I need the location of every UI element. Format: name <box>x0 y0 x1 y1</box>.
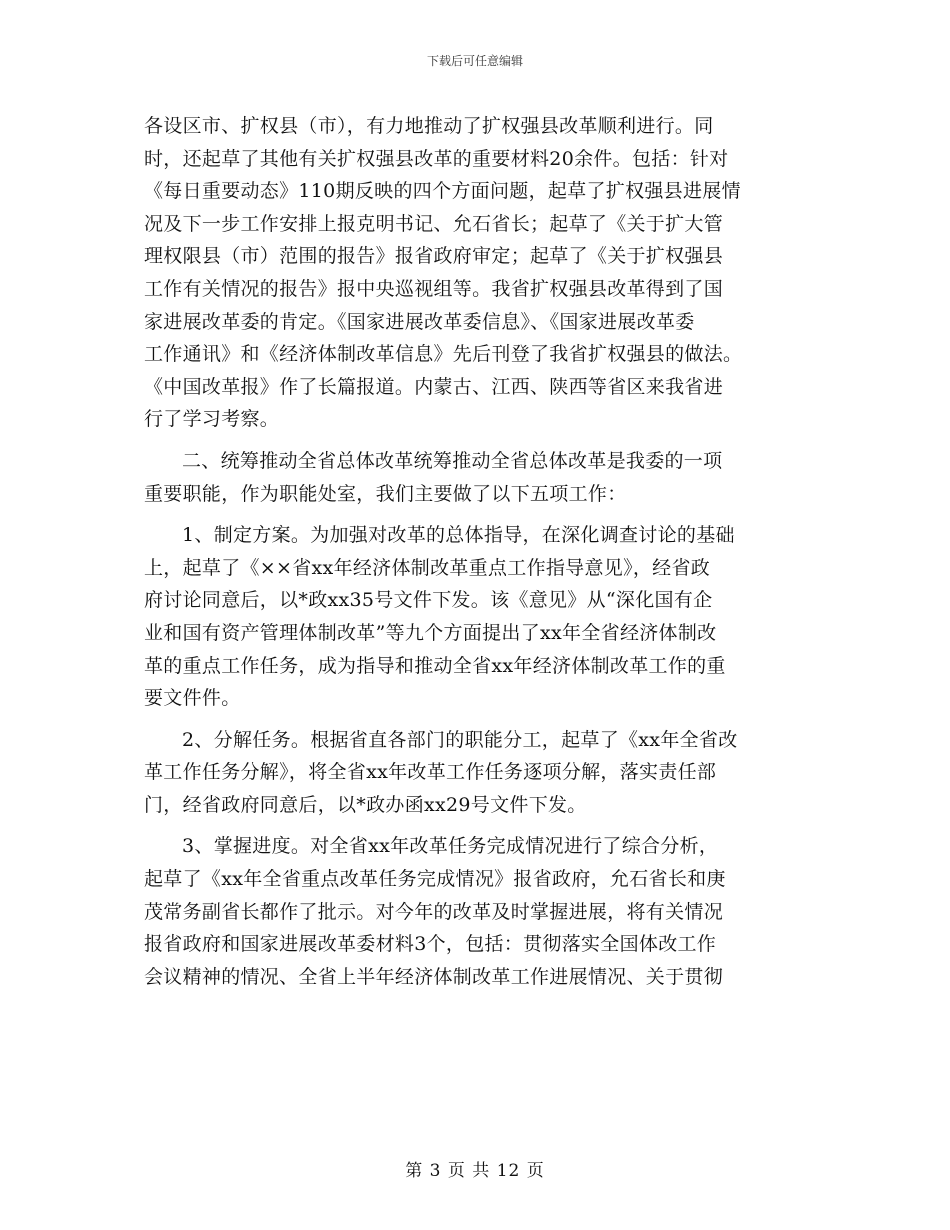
text-line: 工作通讯》和《经济体制改革信息》先后刊登了我省扩权强县的做法。 <box>144 343 743 366</box>
text-line: 2、分解任务。根据省直各部门的职能分工，起草了《xx年全省改 <box>182 728 738 751</box>
text-line: 《每日重要动态》110期反映的四个方面问题，起草了扩权强县进展情 <box>144 180 741 203</box>
paragraph-5 <box>144 830 814 993</box>
text-line: 起草了《xx年全省重点改革任务完成情况》报省政府，允石省长和庚 <box>144 868 726 891</box>
text-line: 要文件件。 <box>144 687 241 710</box>
text-line: 报省政府和国家进展改革委材料3个，包括：贯彻落实全国体改工作 <box>144 933 717 956</box>
text-line: 重要职能，作为职能处室，我们主要做了以下五项工作： <box>144 482 627 505</box>
page-header: 下载后可任意编辑 <box>426 54 523 68</box>
text-line: 家进展改革委的肯定。《国家进展改革委信息》、《国家进展改革委 <box>144 310 695 333</box>
text-line: 《中国改革报》作了长篇报道。内蒙古、江西、陕西等省区来我省进 <box>144 375 724 398</box>
text-line: 府讨论同意后，以*政xx35号文件下发。该《意见》从“深化国有企 <box>144 589 713 612</box>
text-line: 工作有关情况的报告》报中央巡视组等。我省扩权强县改革得到了国 <box>144 277 724 300</box>
paragraph-1 <box>144 110 814 436</box>
text-line: 上，起草了《××省xx年经济体制改革重点工作指导意见》，经省政 <box>144 556 711 579</box>
text-line: 会议精神的情况、全省上半年经济体制改革工作进展情况、关于贯彻 <box>144 965 724 988</box>
text-line: 二、统筹推动全省总体改革统筹推动全省总体改革是我委的一项 <box>182 449 723 472</box>
document-body <box>144 110 814 993</box>
paragraph-2 <box>144 445 814 510</box>
text-line: 茂常务副省长都作了批示。对今年的改革及时掌握进展，将有关情况 <box>144 900 724 923</box>
text-line: 各设区市、扩权县（市），有力地推动了扩权强县改革顺利进行。同 <box>144 115 714 137</box>
text-line: 理权限县（市）范围的报告》报省政府审定；起草了《关于扩权强县 <box>144 245 724 268</box>
text-line: 3、掌握进度。对全省xx年改革任务完成情况进行了综合分析， <box>182 835 719 858</box>
text-line: 1、制定方案。为加强对改革的总体指导，在深化调查讨论的基础 <box>182 524 735 547</box>
text-line: 门，经省政府同意后，以*政办函xx29号文件下发。 <box>144 793 587 816</box>
text-line: 革工作任务分解》，将全省xx年改革工作任务逐项分解，落实责任部 <box>144 761 717 784</box>
paragraph-4 <box>144 724 814 822</box>
text-line: 业和国有资产管理体制改革”等九个方面提出了xx年全省经济体制改 <box>144 621 717 644</box>
paragraph-3 <box>144 519 814 715</box>
text-line: 况及下一步工作安排上报克明书记、允石省长；起草了《关于扩大管 <box>144 212 724 235</box>
text-line: 时，还起草了其他有关扩权强县改革的重要材料20余件。包括：针对 <box>144 147 729 170</box>
page-footer: 第 3 页 共 12 页 <box>405 1161 545 1181</box>
text-line: 行了学习考察。 <box>144 408 280 431</box>
text-line: 革的重点工作任务，成为指导和推动全省xx年经济体制改革工作的重 <box>144 654 726 677</box>
